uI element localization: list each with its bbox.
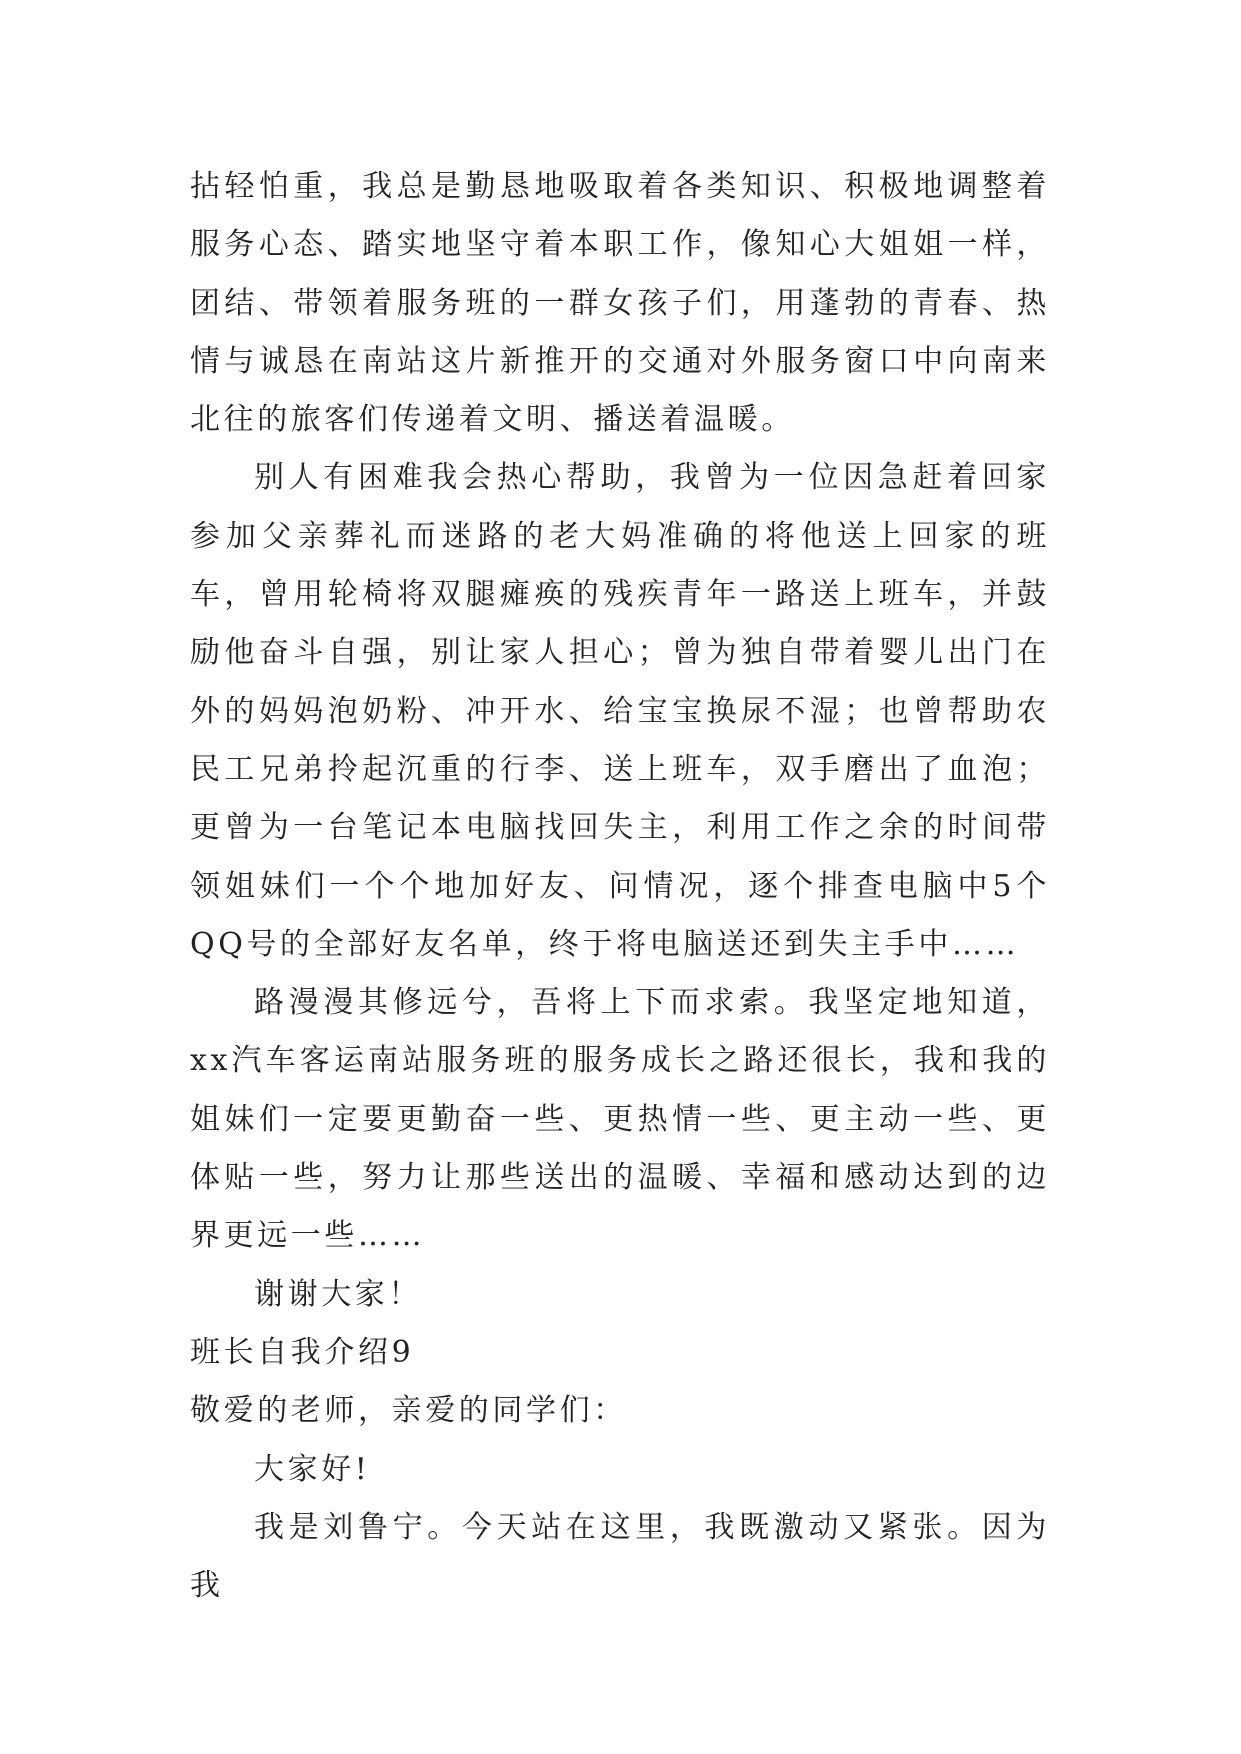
paragraph-future-resolve: 路漫漫其修远兮，吾将上下而求索。我坚定地知道，xx汽车客运南站服务班的服务成长之路还很长，我和我的姐妹们一定要更勤奋一些、更热情一些、更主动一些、更体贴一些，努力让那些送出的温暖、幸福和感动达到的边界更远一些…… <box>190 985 1050 1254</box>
salutation: 敬爱的老师，亲爱的同学们： <box>190 1393 627 1429</box>
paragraph-service-attitude: 拈轻怕重，我总是勤恳地吸取着各类知识、积极地调整着服务心态、踏实地坚守着本职工作，像知心大姐姐一样，团结、带领着服务班的一群女孩子们，用蓬勃的青春、热情与诚恳在南站这片新推开的交通对外服务窗口中向南来北往的旅客们传递着文明、播送着温暖。 <box>190 169 1050 438</box>
paragraph-self-introduction: 我是刘鲁宁。今天站在这里，我既激动又紧张。因为我 <box>190 1509 1050 1604</box>
paragraph-thanks: 谢谢大家！ <box>254 1276 422 1312</box>
document-body <box>190 158 1050 1615</box>
section-heading: 班长自我介绍9 <box>190 1334 415 1370</box>
greeting: 大家好! <box>254 1451 371 1487</box>
paragraph-helping-others: 别人有困难我会热心帮助，我曾为一位因急赶着回家参加父亲葬礼而迷路的老大妈准确的将他送上回家的班车，曾用轮椅将双腿瘫痪的残疾青年一路送上班车，并鼓励他奋斗自强，别让家人担心；曾为独自带着婴儿出门在外的妈妈泡奶粉、冲开水、给宝宝换尿不湿；也曾帮助农民工兄弟拎起沉重的行李、送上班车，双手磨出了血泡；更曾为一台笔记本电脑找回失主，利用工作之余的时间带领姐妹们一个个地加好友、问情况，逐个排查电脑中5个QQ号的全部好友名单，终于将电脑送还到失主手中…… <box>190 460 1050 962</box>
